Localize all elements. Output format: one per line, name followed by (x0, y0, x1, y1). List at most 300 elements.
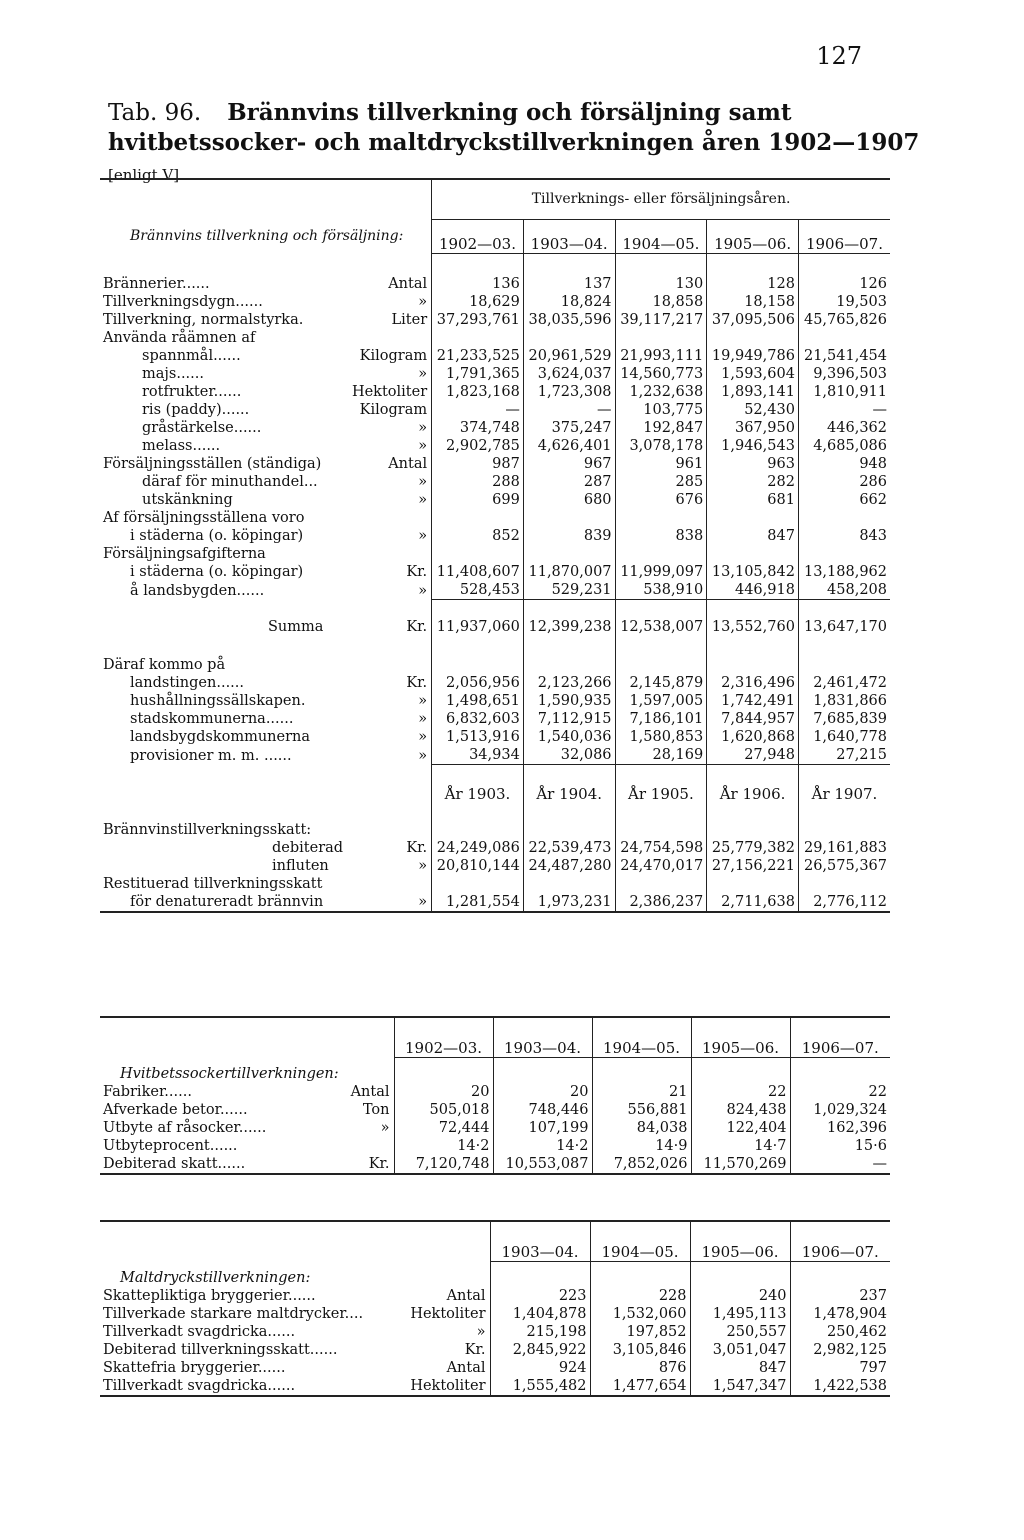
value-cell: 1,831,866 (798, 692, 890, 710)
value-cell: 287 (523, 473, 615, 491)
row-label: Tillverkadt svagdricka...... (103, 1378, 296, 1394)
value-cell: 1,281,554 (432, 893, 524, 912)
row-label: Försäljningsställen (ständiga) (103, 456, 322, 472)
year-header: År 1906. (707, 765, 799, 803)
year-header: 1905—06. (691, 1017, 790, 1057)
row-unit: » (418, 893, 428, 910)
value-cell: 961 (615, 455, 707, 473)
value-cell: 240 (690, 1287, 790, 1305)
value-cell: 2,982,125 (790, 1341, 890, 1359)
value-cell (798, 656, 890, 674)
value-cell: 19,503 (798, 293, 890, 311)
row-label: Försäljningsafgifterna (103, 546, 266, 562)
group-header: Tillverknings- eller försäljningsåren. (432, 179, 890, 219)
value-cell: 122,404 (691, 1119, 790, 1137)
value-cell: 11,408,607 (432, 563, 524, 581)
value-cell: 24,754,598 (615, 839, 707, 857)
row-unit: » (418, 711, 428, 727)
title-text: Brännvins tillverkning och försäljning samt hvitbetssocker- och maltdryckstillverkningen åren 1902—1907 (108, 99, 920, 156)
row-unit: Kilogram (359, 348, 428, 364)
value-cell: 27,948 (707, 746, 799, 765)
value-cell: 7,852,026 (592, 1155, 691, 1174)
row-label: hushållningssällskapen. (130, 693, 306, 709)
value-cell (707, 545, 799, 563)
year-header: 1905—06. (707, 219, 799, 253)
section-heading: Maltdryckstillverkningen: (120, 1270, 311, 1286)
row-label: i städerna (o. köpingar) (130, 528, 304, 544)
row-label: i städerna (o. köpingar) (130, 564, 304, 580)
value-cell (615, 545, 707, 563)
value-cell: 538,910 (615, 581, 707, 600)
hvitbetssocker-table (100, 1016, 890, 1175)
table-row (100, 839, 890, 857)
row-unit: Hektoliter (410, 1306, 486, 1322)
row-unit: » (418, 693, 428, 709)
value-cell: 34,934 (432, 746, 524, 765)
row-unit: Antal (388, 456, 428, 472)
value-cell: 29,161,883 (798, 839, 890, 857)
value-cell: 2,056,956 (432, 674, 524, 692)
value-cell: 1,620,868 (707, 728, 799, 746)
value-cell: 374,748 (432, 419, 524, 437)
value-cell: 1,422,538 (790, 1377, 890, 1396)
value-cell (432, 821, 524, 839)
year-header: 1903—04. (490, 1221, 590, 1261)
table-row (100, 1155, 890, 1174)
row-label: Skattepliktiga bryggerier...... (103, 1288, 316, 1304)
value-cell: 27,215 (798, 746, 890, 765)
value-cell: 11,870,007 (523, 563, 615, 581)
value-cell (523, 821, 615, 839)
value-cell (615, 329, 707, 347)
row-label: för denatureradt brännvin (130, 893, 324, 910)
row-unit (296, 1137, 394, 1155)
value-cell (432, 875, 524, 893)
value-cell: 1,495,113 (690, 1305, 790, 1323)
table-row (100, 656, 890, 674)
value-cell: 14·7 (691, 1137, 790, 1155)
row-unit (346, 329, 432, 347)
value-cell: 7,685,839 (798, 710, 890, 728)
value-cell: 45,765,826 (798, 311, 890, 329)
value-cell: 1,723,308 (523, 383, 615, 401)
value-cell: 27,156,221 (707, 857, 799, 875)
row-unit: Antal (388, 276, 428, 292)
table-row (100, 618, 890, 636)
value-cell: 458,208 (798, 581, 890, 600)
table-row (100, 401, 890, 419)
value-cell: 1,590,935 (523, 692, 615, 710)
value-cell: 847 (707, 527, 799, 545)
value-cell: 126 (798, 275, 890, 293)
value-cell: 1,478,904 (790, 1305, 890, 1323)
value-cell (615, 821, 707, 839)
value-cell: 28,169 (615, 746, 707, 765)
year-header: 1906—07. (798, 219, 890, 253)
row-label (100, 765, 432, 803)
value-cell: 103,775 (615, 401, 707, 419)
value-cell: 2,711,638 (707, 893, 799, 912)
table-row (100, 893, 890, 912)
value-cell: 215,198 (490, 1323, 590, 1341)
value-cell (798, 821, 890, 839)
row-label: Använda råämnen af (103, 330, 256, 346)
value-cell (615, 656, 707, 674)
table-row (100, 857, 890, 875)
value-cell: 1,742,491 (707, 692, 799, 710)
table-row (100, 275, 890, 293)
value-cell: 1,555,482 (490, 1377, 590, 1396)
value-cell: 223 (490, 1287, 590, 1305)
value-cell: 2,845,922 (490, 1341, 590, 1359)
value-cell: 11,937,060 (432, 618, 524, 636)
value-cell (707, 875, 799, 893)
year-header: 1903—04. (493, 1017, 592, 1057)
year-header: 1904—05. (590, 1221, 690, 1261)
table-row (100, 710, 890, 728)
value-cell: 7,112,915 (523, 710, 615, 728)
value-cell: 1,580,853 (615, 728, 707, 746)
value-cell: — (790, 1155, 890, 1174)
value-cell: 20 (493, 1083, 592, 1101)
year-header: År 1905. (615, 765, 707, 803)
page-title (108, 98, 928, 190)
value-cell: 237 (790, 1287, 890, 1305)
value-cell: 197,852 (590, 1323, 690, 1341)
value-cell (523, 875, 615, 893)
value-cell: 128 (707, 275, 799, 293)
value-cell: 18,629 (432, 293, 524, 311)
value-cell: 24,487,280 (523, 857, 615, 875)
row-unit: Antal (446, 1360, 486, 1376)
value-cell: 2,776,112 (798, 893, 890, 912)
value-cell: 1,946,543 (707, 437, 799, 455)
year-header: År 1904. (523, 765, 615, 803)
table-row (100, 383, 890, 401)
value-cell (707, 509, 799, 527)
row-unit: Kr. (406, 675, 428, 691)
table-row (100, 581, 890, 600)
value-cell: 838 (615, 527, 707, 545)
year-header: 1905—06. (690, 1221, 790, 1261)
value-cell (615, 509, 707, 527)
value-cell: 21,233,525 (432, 347, 524, 365)
value-cell: 967 (523, 455, 615, 473)
value-cell: 681 (707, 491, 799, 509)
value-cell (798, 509, 890, 527)
row-unit: » (418, 420, 428, 436)
page-number: 127 (816, 42, 862, 70)
value-cell: 924 (490, 1359, 590, 1377)
row-label: provisioner m. m. ...... (130, 747, 292, 764)
row-unit: » (418, 438, 428, 454)
row-label: debiterad (272, 839, 344, 856)
value-cell (707, 329, 799, 347)
value-cell: 84,038 (592, 1119, 691, 1137)
value-cell: 1,498,651 (432, 692, 524, 710)
row-label: influten (272, 857, 329, 874)
value-cell (432, 509, 524, 527)
value-cell (615, 875, 707, 893)
row-label: däraf för minuthandel... (142, 474, 318, 490)
row-label: stadskommunerna...... (130, 711, 294, 727)
table-row (100, 293, 890, 311)
value-cell: 15·6 (790, 1137, 890, 1155)
year-header: 1902—03. (432, 219, 524, 253)
row-label: ris (paddy)...... (142, 402, 250, 418)
table-row (100, 1287, 890, 1305)
year-header: 1904—05. (592, 1017, 691, 1057)
value-cell: 21 (592, 1083, 691, 1101)
table-row (100, 821, 890, 839)
value-cell: 2,461,472 (798, 674, 890, 692)
value-cell: 876 (590, 1359, 690, 1377)
value-cell: 824,438 (691, 1101, 790, 1119)
row-label: gråstärkelse...... (142, 420, 262, 436)
table-row (100, 1119, 890, 1137)
value-cell: 446,918 (707, 581, 799, 600)
value-cell: 21,541,454 (798, 347, 890, 365)
value-cell: 32,086 (523, 746, 615, 765)
row-unit: » (418, 582, 428, 599)
value-cell: 11,570,269 (691, 1155, 790, 1174)
value-cell: 14·9 (592, 1137, 691, 1155)
table-row (100, 765, 890, 803)
row-unit: Kr. (406, 564, 428, 580)
value-cell: 676 (615, 491, 707, 509)
value-cell: 847 (690, 1359, 790, 1377)
value-cell: 26,575,367 (798, 857, 890, 875)
value-cell: 12,399,238 (523, 618, 615, 636)
value-cell: 446,362 (798, 419, 890, 437)
value-cell (523, 656, 615, 674)
value-cell: 556,881 (592, 1101, 691, 1119)
value-cell: 2,902,785 (432, 437, 524, 455)
table-row (100, 329, 890, 347)
row-label: Debiterad skatt...... (103, 1156, 246, 1172)
value-cell: 136 (432, 275, 524, 293)
table-row (100, 1305, 890, 1323)
row-unit: Kr. (406, 619, 428, 635)
table-row (100, 1359, 890, 1377)
row-unit: Kr. (464, 1342, 486, 1358)
row-label: Tillverkningsdygn...... (103, 294, 263, 310)
row-label: Debiterad tillverkningsskatt...... (103, 1342, 338, 1358)
row-label: Skattefria bryggerier...... (103, 1360, 286, 1376)
row-unit: » (418, 294, 428, 310)
value-cell: 282 (707, 473, 799, 491)
row-unit: » (380, 1120, 390, 1136)
row-unit: » (476, 1324, 486, 1340)
row-unit: Liter (391, 312, 428, 328)
value-cell: 1,597,005 (615, 692, 707, 710)
value-cell: 18,824 (523, 293, 615, 311)
value-cell: 37,095,506 (707, 311, 799, 329)
table-row (100, 563, 890, 581)
value-cell: 7,844,957 (707, 710, 799, 728)
value-cell: 1,477,654 (590, 1377, 690, 1396)
value-cell: 748,446 (493, 1101, 592, 1119)
value-cell: 21,993,111 (615, 347, 707, 365)
value-cell: 13,552,760 (707, 618, 799, 636)
row-unit: Kilogram (359, 402, 428, 418)
row-unit: » (418, 474, 428, 490)
value-cell: 137 (523, 275, 615, 293)
value-cell (523, 329, 615, 347)
value-cell (432, 656, 524, 674)
value-cell: 37,293,761 (432, 311, 524, 329)
value-cell: 375,247 (523, 419, 615, 437)
row-label: utskänkning (142, 492, 233, 508)
value-cell: 987 (432, 455, 524, 473)
value-cell: 1,547,347 (690, 1377, 790, 1396)
title-source: [enligt V]. (108, 166, 184, 184)
value-cell: 14·2 (394, 1137, 493, 1155)
table-row (100, 347, 890, 365)
section-heading: Brännvins tillverkning och försäljning: (130, 228, 404, 244)
value-cell: 852 (432, 527, 524, 545)
row-unit: » (418, 366, 428, 382)
row-label: å landsbygden...... (130, 582, 265, 599)
value-cell (523, 545, 615, 563)
value-cell: 19,949,786 (707, 347, 799, 365)
table-row (100, 527, 890, 545)
row-unit: Ton (362, 1102, 390, 1118)
value-cell: — (523, 401, 615, 419)
row-label: Summa (268, 619, 324, 635)
table-row (100, 692, 890, 710)
value-cell: 797 (790, 1359, 890, 1377)
value-cell: 162,396 (790, 1119, 890, 1137)
tax-heading: Brännvinstillverkningsskatt: (103, 821, 312, 838)
value-cell: 192,847 (615, 419, 707, 437)
value-cell: 12,538,007 (615, 618, 707, 636)
value-cell: 505,018 (394, 1101, 493, 1119)
year-header: 1903—04. (523, 219, 615, 253)
value-cell: 948 (798, 455, 890, 473)
value-cell: 10,553,087 (493, 1155, 592, 1174)
table-row (100, 455, 890, 473)
value-cell: 680 (523, 491, 615, 509)
restitution-heading: Restituerad tillverkningsskatt (103, 875, 323, 892)
row-label: Utbyteprocent...... (103, 1138, 238, 1154)
value-cell (523, 509, 615, 527)
value-cell (707, 821, 799, 839)
row-unit (346, 509, 432, 527)
value-cell (707, 656, 799, 674)
value-cell: 1,232,638 (615, 383, 707, 401)
row-unit: Hektoliter (410, 1378, 486, 1394)
year-header: 1906—07. (790, 1017, 890, 1057)
value-cell: 529,231 (523, 581, 615, 600)
value-cell: 18,858 (615, 293, 707, 311)
table-number: Tab. 96. (108, 100, 202, 126)
spacer-row (100, 803, 890, 821)
row-label: spannmål...... (142, 348, 241, 364)
table-row (100, 419, 890, 437)
value-cell: 839 (523, 527, 615, 545)
value-cell: 3,051,047 (690, 1341, 790, 1359)
value-cell: 14,560,773 (615, 365, 707, 383)
table-row (100, 674, 890, 692)
value-cell: 250,557 (690, 1323, 790, 1341)
row-label: Tillverkning, normalstyrka. (103, 312, 304, 328)
value-cell: 38,035,596 (523, 311, 615, 329)
value-cell (432, 329, 524, 347)
value-cell: 3,624,037 (523, 365, 615, 383)
section-heading: Hvitbetssockertillverkningen: (120, 1066, 339, 1082)
value-cell: 24,249,086 (432, 839, 524, 857)
value-cell: 22 (790, 1083, 890, 1101)
table-row (100, 365, 890, 383)
value-cell: 4,626,401 (523, 437, 615, 455)
value-cell: 22 (691, 1083, 790, 1101)
value-cell: 1,640,778 (798, 728, 890, 746)
row-unit: Antal (350, 1084, 390, 1100)
row-unit (346, 545, 432, 563)
row-label: Fabriker...... (103, 1084, 192, 1100)
value-cell: — (432, 401, 524, 419)
table-row (100, 728, 890, 746)
value-cell: 1,029,324 (790, 1101, 890, 1119)
value-cell: 20,961,529 (523, 347, 615, 365)
row-label: rotfrukter...... (142, 384, 242, 400)
year-header: 1906—07. (790, 1221, 890, 1261)
table-row (100, 1323, 890, 1341)
value-cell: 1,893,141 (707, 383, 799, 401)
table-row (100, 875, 890, 893)
table-row (100, 545, 890, 563)
table-row (100, 1377, 890, 1396)
value-cell: 7,120,748 (394, 1155, 493, 1174)
table-row (100, 1341, 890, 1359)
value-cell: 52,430 (707, 401, 799, 419)
year-header: 1904—05. (615, 219, 707, 253)
row-unit: Kr. (368, 1156, 390, 1172)
row-unit: Hektoliter (351, 384, 428, 400)
value-cell: 20,810,144 (432, 857, 524, 875)
year-header: 1902—03. (394, 1017, 493, 1057)
row-label: Brännerier...... (103, 276, 210, 292)
value-cell: 14·2 (493, 1137, 592, 1155)
table-row (100, 1083, 890, 1101)
value-cell: 843 (798, 527, 890, 545)
value-cell: 13,105,842 (707, 563, 799, 581)
row-label: Tillverkadt svagdricka...... (103, 1324, 296, 1340)
value-cell: 13,647,170 (798, 618, 890, 636)
value-cell: 1,513,916 (432, 728, 524, 746)
row-unit: Antal (446, 1288, 486, 1304)
value-cell: 107,199 (493, 1119, 592, 1137)
value-cell: 20 (394, 1083, 493, 1101)
year-header: År 1907. (798, 765, 890, 803)
value-cell: 22,539,473 (523, 839, 615, 857)
value-cell: 1,973,231 (523, 893, 615, 912)
value-cell: 1,540,036 (523, 728, 615, 746)
table-row (100, 491, 890, 509)
value-cell: 1,791,365 (432, 365, 524, 383)
value-cell: 1,810,911 (798, 383, 890, 401)
year-header: År 1903. (432, 765, 524, 803)
value-cell: 13,188,962 (798, 563, 890, 581)
table-row (100, 746, 890, 765)
row-label: Tillverkade starkare maltdrycker.... (103, 1306, 364, 1322)
value-cell: 662 (798, 491, 890, 509)
row-label: Af försäljningsställena voro (103, 510, 305, 526)
row-unit: » (418, 729, 428, 745)
value-cell: 286 (798, 473, 890, 491)
value-cell: 9,396,503 (798, 365, 890, 383)
